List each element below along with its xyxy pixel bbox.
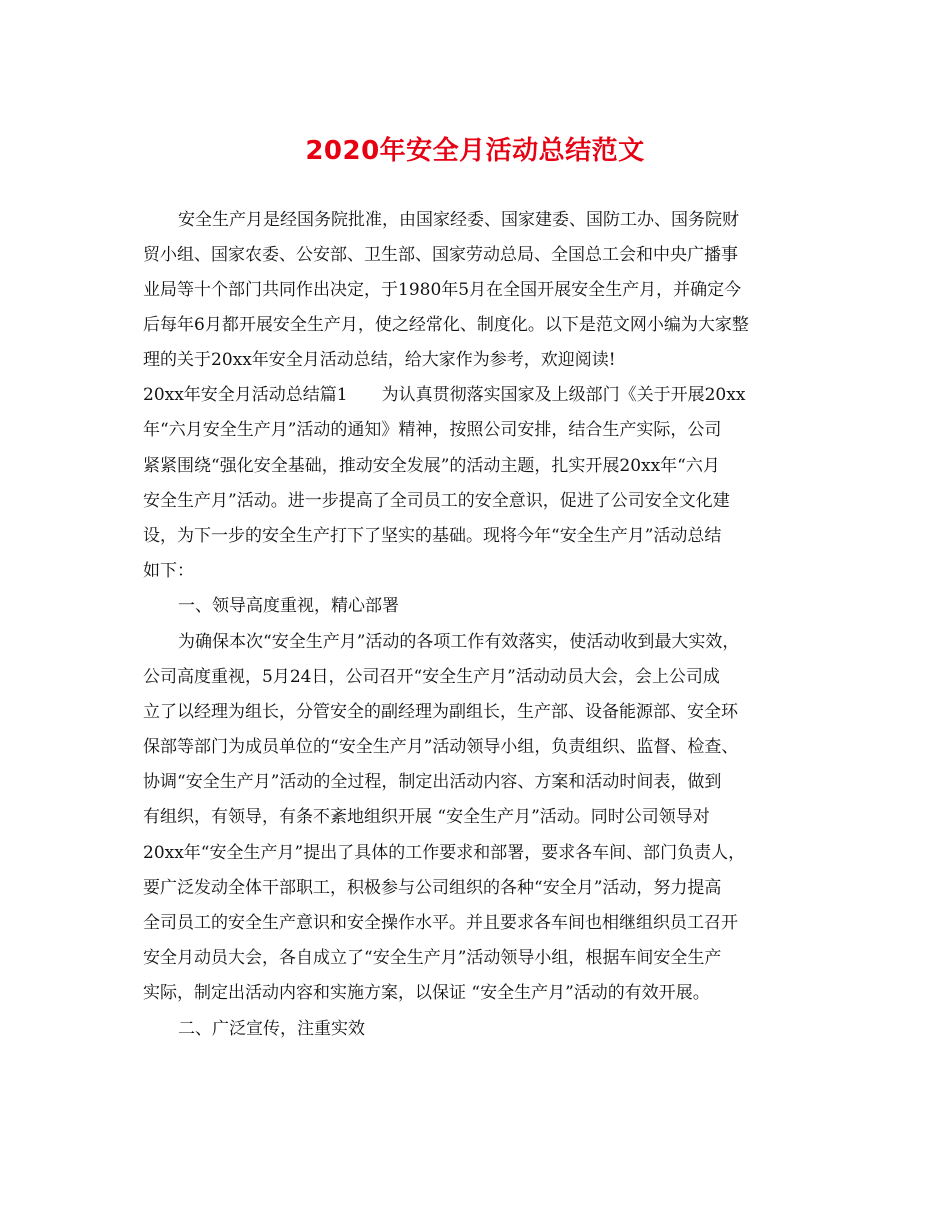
paragraph-line: 要广泛发动全体干部职工，积极参与公司组织的各种“安全月”活动，努力提高 [143,878,722,898]
paragraph-line: 业局等十个部门共同作出决定，于1980年5月在全国开展安全生产月，并确定今 [143,280,742,300]
paragraph-line: 安全月动员大会，各自成立了“安全生产月”活动领导小组，根据车间安全生产 [143,948,722,968]
paragraph-line: 有组织，有领导，有条不紊地组织开展 “安全生产月”活动。同时公司领导对 [143,807,710,827]
paragraph-line: 安全生产月是经国务院批准，由国家经委、国家建委、国防工办、国务院财 [178,210,739,230]
paragraph-line: 年“六月安全生产月”活动的通知》精神，按照公司安排，结合生产实际，公司 [143,420,722,440]
paragraph-line: 20xx年“安全生产月”提出了具体的工作要求和部署，要求各车间、部门负责人， [143,843,746,863]
paragraph-line: 公司高度重视，5月24日，公司召开“安全生产月”活动动员大会，会上公司成 [143,667,720,687]
paragraph-line: 保部等部门为成员单位的“安全生产月”活动领导小组，负责组织、监督、检查、 [143,737,739,757]
section-heading: 一、领导高度重视，精心部署 [178,596,399,616]
paragraph-line: 理的关于20xx年安全月活动总结，给大家作为参考，欢迎阅读! [143,350,616,370]
paragraph-line: 安全生产月”活动。进一步提高了全司员工的安全意识，促进了公司安全文化建 [143,491,730,511]
paragraph-line: 为确保本次“安全生产月”活动的各项工作有效落实，使活动收到最大实效， [178,632,740,652]
paragraph-line: 后每年6月都开展安全生产月，使之经常化、制度化。以下是范文网小编为大家整 [143,315,749,335]
paragraph-line: 20xx年安全月活动总结篇1 为认真贯彻落实国家及上级部门《关于开展20xx [143,385,746,405]
paragraph-line: 设，为下一步的安全生产打下了坚实的基础。现将今年“安全生产月”活动总结 [143,526,722,546]
paragraph-line: 紧紧围绕“强化安全基础，推动安全发展”的活动主题，扎实开展20xx年“六月 [143,456,720,476]
paragraph-line: 全司员工的安全生产意识和安全操作水平。并且要求各车间也相继组织员工召开 [143,913,738,933]
paragraph-line: 立了以经理为组长，分管安全的副经理为副组长，生产部、设备能源部、安全环 [143,702,738,722]
paragraph-line: 实际，制定出活动内容和实施方案，以保证 “安全生产月”活动的有效开展。 [143,983,710,1003]
paragraph-line: 贸小组、国家农委、公安部、卫生部、国家劳动总局、全国总工会和中央广播事 [143,245,738,265]
section-heading: 二、广泛宣传，注重实效 [178,1019,365,1039]
paragraph-line: 协调“安全生产月”活动的全过程，制定出活动内容、方案和活动时间表，做到 [143,772,722,792]
paragraph-line: 如下： [143,561,194,581]
document-title: 2020年安全月活动总结范文 [305,136,645,166]
